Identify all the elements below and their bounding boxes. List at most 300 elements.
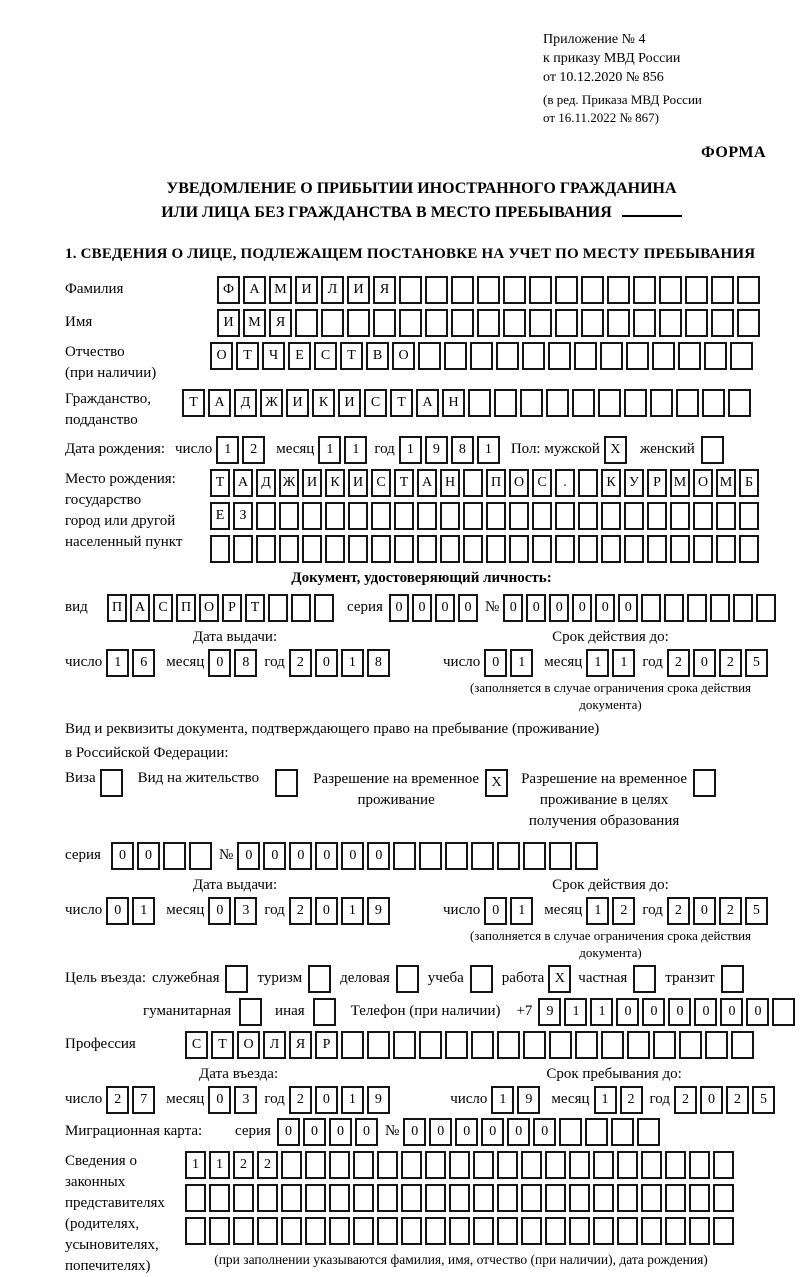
birth-place-cell[interactable]: А — [233, 469, 253, 497]
representatives-cell[interactable] — [401, 1184, 422, 1212]
representatives-cell[interactable] — [353, 1184, 374, 1212]
birth-place-cell[interactable] — [555, 502, 575, 530]
representatives-cell[interactable] — [281, 1217, 302, 1245]
date-cell[interactable]: 0 — [315, 649, 338, 677]
representatives-cell[interactable] — [665, 1184, 686, 1212]
birth-place-cell[interactable] — [302, 502, 322, 530]
birth-place-cell[interactable] — [256, 502, 276, 530]
representatives-cell[interactable]: 1 — [209, 1151, 230, 1179]
identity-series-cell[interactable]: 0 — [412, 594, 432, 622]
firstname-cell[interactable]: Я — [269, 309, 292, 337]
birth-place-cell[interactable] — [233, 535, 253, 563]
firstname-cell[interactable] — [529, 309, 552, 337]
profession-cell[interactable]: Л — [263, 1031, 286, 1059]
representatives-cell[interactable] — [569, 1184, 590, 1212]
residence-number-cell[interactable]: 0 — [237, 842, 260, 870]
female-checkbox[interactable] — [701, 436, 724, 464]
citizenship-cell[interactable] — [650, 389, 673, 417]
birth-year-cell[interactable]: 1 — [477, 436, 500, 464]
profession-cell[interactable]: Р — [315, 1031, 338, 1059]
surname-cell[interactable]: И — [347, 276, 370, 304]
surname-cell[interactable] — [581, 276, 604, 304]
birth-place-cell[interactable] — [440, 502, 460, 530]
phone-cell[interactable]: 0 — [616, 998, 639, 1026]
representatives-cell[interactable] — [329, 1151, 350, 1179]
date-cell[interactable]: 2 — [612, 897, 635, 925]
citizenship-cell[interactable] — [676, 389, 699, 417]
date-cell[interactable]: 0 — [315, 1086, 338, 1114]
birth-place-cell[interactable] — [371, 535, 391, 563]
representatives-cell[interactable] — [569, 1217, 590, 1245]
birth-place-cell[interactable] — [279, 502, 299, 530]
representatives-cell[interactable] — [449, 1217, 470, 1245]
birth-place-cell[interactable]: И — [348, 469, 368, 497]
firstname-cell[interactable] — [737, 309, 760, 337]
patronymic-cell[interactable] — [704, 342, 727, 370]
date-cell[interactable]: 2 — [106, 1086, 129, 1114]
surname-cell[interactable]: И — [295, 276, 318, 304]
birth-place-cell[interactable]: Е — [210, 502, 230, 530]
representatives-cell[interactable] — [281, 1151, 302, 1179]
birth-place-cell[interactable] — [509, 502, 529, 530]
date-cell[interactable]: 0 — [700, 1086, 723, 1114]
date-cell[interactable]: 0 — [208, 1086, 231, 1114]
migration-number-cell[interactable]: 0 — [507, 1118, 530, 1146]
residence-number-cell[interactable] — [575, 842, 598, 870]
date-cell[interactable]: 2 — [620, 1086, 643, 1114]
citizenship-cell[interactable]: К — [312, 389, 335, 417]
phone-cell[interactable]: 1 — [590, 998, 613, 1026]
representatives-cell[interactable] — [521, 1217, 542, 1245]
surname-cell[interactable]: М — [269, 276, 292, 304]
citizenship-cell[interactable]: Т — [182, 389, 205, 417]
identity-kind-cell[interactable]: П — [176, 594, 196, 622]
citizenship-cell[interactable]: Д — [234, 389, 257, 417]
identity-number-cell[interactable]: 0 — [526, 594, 546, 622]
residence-number-cell[interactable] — [523, 842, 546, 870]
representatives-cell[interactable] — [377, 1217, 398, 1245]
birth-place-cell[interactable]: О — [693, 469, 713, 497]
birth-place-cell[interactable] — [601, 502, 621, 530]
migration-number-cell[interactable]: 0 — [455, 1118, 478, 1146]
date-cell[interactable]: 7 — [132, 1086, 155, 1114]
migration-number-cell[interactable] — [637, 1118, 660, 1146]
representatives-cell[interactable] — [449, 1184, 470, 1212]
representatives-cell[interactable] — [545, 1184, 566, 1212]
birth-place-cell[interactable]: У — [624, 469, 644, 497]
date-cell[interactable]: 2 — [289, 649, 312, 677]
representatives-cell[interactable] — [617, 1151, 638, 1179]
identity-number-cell[interactable]: 0 — [618, 594, 638, 622]
profession-cell[interactable] — [731, 1031, 754, 1059]
representatives-cell[interactable] — [497, 1217, 518, 1245]
representatives-cell[interactable] — [425, 1184, 446, 1212]
birth-month-cell[interactable]: 1 — [344, 436, 367, 464]
citizenship-cell[interactable]: А — [416, 389, 439, 417]
birth-year-cell[interactable]: 1 — [399, 436, 422, 464]
date-cell[interactable]: 2 — [674, 1086, 697, 1114]
migration-series-cell[interactable]: 0 — [329, 1118, 352, 1146]
migration-number-cell[interactable]: 0 — [403, 1118, 426, 1146]
profession-cell[interactable] — [575, 1031, 598, 1059]
date-cell[interactable]: 5 — [745, 649, 768, 677]
birth-place-cell[interactable] — [463, 535, 483, 563]
birth-place-cell[interactable] — [601, 535, 621, 563]
representatives-cell[interactable] — [257, 1184, 278, 1212]
birth-place-cell[interactable] — [302, 535, 322, 563]
representatives-cell[interactable]: 2 — [233, 1151, 254, 1179]
birth-place-cell[interactable] — [670, 535, 690, 563]
birth-place-cell[interactable]: Ж — [279, 469, 299, 497]
birth-place-cell[interactable]: К — [325, 469, 345, 497]
date-cell[interactable]: 1 — [106, 649, 129, 677]
migration-number-cell[interactable] — [611, 1118, 634, 1146]
citizenship-cell[interactable]: А — [208, 389, 231, 417]
date-cell[interactable]: 5 — [745, 897, 768, 925]
purpose-other-checkbox[interactable] — [313, 998, 336, 1026]
birth-place-cell[interactable]: Т — [394, 469, 414, 497]
residence-series-cell[interactable]: 0 — [137, 842, 160, 870]
representatives-cell[interactable] — [329, 1217, 350, 1245]
purpose-business-checkbox[interactable] — [396, 965, 419, 993]
migration-number-cell[interactable] — [559, 1118, 582, 1146]
surname-cell[interactable] — [659, 276, 682, 304]
birth-place-cell[interactable]: С — [371, 469, 391, 497]
birth-place-cell[interactable] — [739, 535, 759, 563]
citizenship-cell[interactable]: С — [364, 389, 387, 417]
firstname-cell[interactable] — [659, 309, 682, 337]
profession-cell[interactable] — [679, 1031, 702, 1059]
date-cell[interactable]: 6 — [132, 649, 155, 677]
birth-place-cell[interactable] — [716, 502, 736, 530]
phone-cell[interactable]: 0 — [720, 998, 743, 1026]
date-cell[interactable]: 9 — [367, 897, 390, 925]
surname-cell[interactable] — [399, 276, 422, 304]
birth-place-cell[interactable] — [463, 469, 483, 497]
representatives-cell[interactable] — [353, 1151, 374, 1179]
firstname-cell[interactable]: М — [243, 309, 266, 337]
birth-place-cell[interactable]: . — [555, 469, 575, 497]
birth-place-cell[interactable] — [693, 502, 713, 530]
firstname-cell[interactable] — [347, 309, 370, 337]
identity-series-cell[interactable]: 0 — [435, 594, 455, 622]
purpose-humanitarian-checkbox[interactable] — [239, 998, 262, 1026]
identity-number-cell[interactable] — [641, 594, 661, 622]
patronymic-cell[interactable] — [600, 342, 623, 370]
surname-cell[interactable]: Ф — [217, 276, 240, 304]
date-cell[interactable]: 0 — [693, 649, 716, 677]
date-cell[interactable]: 2 — [726, 1086, 749, 1114]
firstname-cell[interactable] — [477, 309, 500, 337]
citizenship-cell[interactable] — [572, 389, 595, 417]
birth-year-cell[interactable]: 9 — [425, 436, 448, 464]
residence-series-cell[interactable]: 0 — [111, 842, 134, 870]
date-cell[interactable]: 5 — [752, 1086, 775, 1114]
phone-cell[interactable] — [772, 998, 795, 1026]
surname-cell[interactable] — [633, 276, 656, 304]
surname-cell[interactable]: А — [243, 276, 266, 304]
date-cell[interactable]: 1 — [586, 649, 609, 677]
birth-place-cell[interactable] — [486, 535, 506, 563]
representatives-cell[interactable] — [209, 1217, 230, 1245]
representatives-cell[interactable] — [377, 1151, 398, 1179]
representatives-cell[interactable]: 1 — [185, 1151, 206, 1179]
date-cell[interactable]: 8 — [234, 649, 257, 677]
representatives-cell[interactable] — [665, 1151, 686, 1179]
birth-year-cell[interactable]: 8 — [451, 436, 474, 464]
purpose-private-checkbox[interactable] — [633, 965, 656, 993]
birth-place-cell[interactable]: А — [417, 469, 437, 497]
representatives-cell[interactable] — [689, 1217, 710, 1245]
firstname-cell[interactable] — [607, 309, 630, 337]
birth-place-cell[interactable] — [394, 535, 414, 563]
residence-number-cell[interactable] — [497, 842, 520, 870]
birth-place-cell[interactable]: Б — [739, 469, 759, 497]
patronymic-cell[interactable] — [418, 342, 441, 370]
representatives-cell[interactable] — [473, 1151, 494, 1179]
date-cell[interactable]: 3 — [234, 1086, 257, 1114]
date-cell[interactable]: 1 — [341, 897, 364, 925]
representatives-cell[interactable] — [665, 1217, 686, 1245]
profession-cell[interactable] — [523, 1031, 546, 1059]
birth-place-cell[interactable] — [532, 535, 552, 563]
birth-place-cell[interactable] — [532, 502, 552, 530]
representatives-cell[interactable] — [569, 1151, 590, 1179]
birth-place-cell[interactable]: М — [716, 469, 736, 497]
identity-kind-cell[interactable]: П — [107, 594, 127, 622]
patronymic-cell[interactable] — [678, 342, 701, 370]
birth-place-cell[interactable] — [647, 502, 667, 530]
identity-kind-cell[interactable]: Р — [222, 594, 242, 622]
migration-series-cell[interactable]: 0 — [303, 1118, 326, 1146]
patronymic-cell[interactable] — [470, 342, 493, 370]
representatives-cell[interactable] — [713, 1217, 734, 1245]
citizenship-cell[interactable]: Н — [442, 389, 465, 417]
firstname-cell[interactable]: И — [217, 309, 240, 337]
representatives-cell[interactable] — [233, 1217, 254, 1245]
surname-cell[interactable] — [451, 276, 474, 304]
date-cell[interactable]: 0 — [208, 897, 231, 925]
representatives-cell[interactable] — [713, 1151, 734, 1179]
firstname-cell[interactable] — [633, 309, 656, 337]
birth-place-cell[interactable] — [555, 535, 575, 563]
date-cell[interactable]: 9 — [367, 1086, 390, 1114]
male-checkbox[interactable]: X — [604, 436, 627, 464]
profession-cell[interactable] — [549, 1031, 572, 1059]
representatives-cell[interactable] — [305, 1217, 326, 1245]
phone-cell[interactable]: 9 — [538, 998, 561, 1026]
citizenship-cell[interactable]: Ж — [260, 389, 283, 417]
temp-permit-checkbox[interactable]: X — [485, 769, 508, 797]
date-cell[interactable]: 0 — [208, 649, 231, 677]
birth-place-cell[interactable]: И — [302, 469, 322, 497]
surname-cell[interactable] — [529, 276, 552, 304]
representatives-cell[interactable] — [281, 1184, 302, 1212]
representatives-cell[interactable] — [641, 1184, 662, 1212]
surname-cell[interactable]: Я — [373, 276, 396, 304]
purpose-tourism-checkbox[interactable] — [308, 965, 331, 993]
firstname-cell[interactable] — [711, 309, 734, 337]
date-cell[interactable]: 1 — [510, 649, 533, 677]
profession-cell[interactable]: Я — [289, 1031, 312, 1059]
representatives-cell[interactable] — [617, 1217, 638, 1245]
birth-place-cell[interactable] — [325, 502, 345, 530]
patronymic-cell[interactable]: О — [210, 342, 233, 370]
date-cell[interactable]: 1 — [586, 897, 609, 925]
birth-place-cell[interactable] — [624, 535, 644, 563]
citizenship-cell[interactable] — [728, 389, 751, 417]
firstname-cell[interactable] — [295, 309, 318, 337]
profession-cell[interactable] — [445, 1031, 468, 1059]
visa-checkbox[interactable] — [100, 769, 123, 797]
migration-series-cell[interactable]: 0 — [355, 1118, 378, 1146]
birth-place-cell[interactable] — [647, 535, 667, 563]
migration-number-cell[interactable]: 0 — [429, 1118, 452, 1146]
identity-kind-cell[interactable]: Т — [245, 594, 265, 622]
date-cell[interactable]: 2 — [719, 649, 742, 677]
representatives-cell[interactable] — [209, 1184, 230, 1212]
profession-cell[interactable] — [601, 1031, 624, 1059]
representatives-cell[interactable] — [377, 1184, 398, 1212]
birth-place-cell[interactable]: З — [233, 502, 253, 530]
representatives-cell[interactable] — [257, 1217, 278, 1245]
birth-place-cell[interactable]: Т — [210, 469, 230, 497]
representatives-cell[interactable] — [689, 1184, 710, 1212]
phone-cell[interactable]: 0 — [694, 998, 717, 1026]
residence-number-cell[interactable] — [393, 842, 416, 870]
residence-number-cell[interactable] — [445, 842, 468, 870]
surname-cell[interactable] — [425, 276, 448, 304]
date-cell[interactable]: 2 — [289, 897, 312, 925]
birth-place-cell[interactable] — [348, 535, 368, 563]
residence-number-cell[interactable] — [471, 842, 494, 870]
date-cell[interactable]: 1 — [612, 649, 635, 677]
profession-cell[interactable]: С — [185, 1031, 208, 1059]
birth-place-cell[interactable]: О — [509, 469, 529, 497]
firstname-cell[interactable] — [555, 309, 578, 337]
date-cell[interactable]: 2 — [667, 649, 690, 677]
birth-place-cell[interactable]: П — [486, 469, 506, 497]
firstname-cell[interactable] — [373, 309, 396, 337]
birth-place-cell[interactable] — [463, 502, 483, 530]
date-cell[interactable]: 0 — [484, 649, 507, 677]
migration-number-cell[interactable]: 0 — [481, 1118, 504, 1146]
profession-cell[interactable] — [471, 1031, 494, 1059]
identity-number-cell[interactable]: 0 — [595, 594, 615, 622]
residence-number-cell[interactable] — [549, 842, 572, 870]
migration-series-cell[interactable]: 0 — [277, 1118, 300, 1146]
surname-cell[interactable] — [711, 276, 734, 304]
birth-place-cell[interactable]: Д — [256, 469, 276, 497]
purpose-official-checkbox[interactable] — [225, 965, 248, 993]
birth-place-cell[interactable] — [348, 502, 368, 530]
patronymic-cell[interactable] — [574, 342, 597, 370]
birth-place-cell[interactable] — [486, 502, 506, 530]
birth-place-cell[interactable] — [325, 535, 345, 563]
date-cell[interactable]: 0 — [315, 897, 338, 925]
patronymic-cell[interactable]: Т — [236, 342, 259, 370]
citizenship-cell[interactable]: Т — [390, 389, 413, 417]
patronymic-cell[interactable] — [444, 342, 467, 370]
representatives-cell[interactable] — [545, 1217, 566, 1245]
identity-kind-cell[interactable] — [268, 594, 288, 622]
date-cell[interactable]: 1 — [491, 1086, 514, 1114]
birth-place-cell[interactable]: Н — [440, 469, 460, 497]
identity-series-cell[interactable]: 0 — [458, 594, 478, 622]
residence-number-cell[interactable]: 0 — [367, 842, 390, 870]
identity-number-cell[interactable] — [664, 594, 684, 622]
representatives-cell[interactable] — [473, 1217, 494, 1245]
identity-kind-cell[interactable] — [291, 594, 311, 622]
date-cell[interactable]: 3 — [234, 897, 257, 925]
firstname-cell[interactable] — [503, 309, 526, 337]
birth-place-cell[interactable] — [624, 502, 644, 530]
patronymic-cell[interactable]: Е — [288, 342, 311, 370]
birth-place-cell[interactable] — [371, 502, 391, 530]
residence-series-cell[interactable] — [189, 842, 212, 870]
birth-place-cell[interactable] — [739, 502, 759, 530]
profession-cell[interactable] — [627, 1031, 650, 1059]
temp-permit-edu-checkbox[interactable] — [693, 769, 716, 797]
birth-place-cell[interactable]: Р — [647, 469, 667, 497]
birth-place-cell[interactable] — [578, 535, 598, 563]
representatives-cell[interactable] — [641, 1151, 662, 1179]
firstname-cell[interactable] — [581, 309, 604, 337]
date-cell[interactable]: 8 — [367, 649, 390, 677]
patronymic-cell[interactable]: В — [366, 342, 389, 370]
surname-cell[interactable] — [737, 276, 760, 304]
date-cell[interactable]: 1 — [341, 1086, 364, 1114]
birth-place-cell[interactable] — [716, 535, 736, 563]
representatives-cell[interactable] — [401, 1151, 422, 1179]
date-cell[interactable]: 2 — [667, 897, 690, 925]
profession-cell[interactable] — [419, 1031, 442, 1059]
profession-cell[interactable] — [653, 1031, 676, 1059]
profession-cell[interactable] — [705, 1031, 728, 1059]
profession-cell[interactable] — [341, 1031, 364, 1059]
representatives-cell[interactable] — [617, 1184, 638, 1212]
representatives-cell[interactable] — [401, 1217, 422, 1245]
birth-place-cell[interactable]: К — [601, 469, 621, 497]
representatives-cell[interactable] — [497, 1151, 518, 1179]
identity-kind-cell[interactable]: А — [130, 594, 150, 622]
patronymic-cell[interactable] — [652, 342, 675, 370]
representatives-cell[interactable] — [593, 1151, 614, 1179]
representatives-cell[interactable] — [689, 1151, 710, 1179]
date-cell[interactable]: 1 — [132, 897, 155, 925]
residence-number-cell[interactable]: 0 — [315, 842, 338, 870]
identity-number-cell[interactable] — [733, 594, 753, 622]
residence-number-cell[interactable] — [419, 842, 442, 870]
citizenship-cell[interactable] — [624, 389, 647, 417]
representatives-cell[interactable] — [425, 1151, 446, 1179]
date-cell[interactable]: 2 — [719, 897, 742, 925]
citizenship-cell[interactable] — [702, 389, 725, 417]
birth-place-cell[interactable] — [417, 535, 437, 563]
surname-cell[interactable] — [685, 276, 708, 304]
date-cell[interactable]: 2 — [289, 1086, 312, 1114]
migration-number-cell[interactable] — [585, 1118, 608, 1146]
firstname-cell[interactable] — [399, 309, 422, 337]
phone-cell[interactable]: 0 — [642, 998, 665, 1026]
profession-cell[interactable] — [497, 1031, 520, 1059]
birth-place-cell[interactable] — [578, 469, 598, 497]
birth-month-cell[interactable]: 1 — [318, 436, 341, 464]
representatives-cell[interactable] — [425, 1217, 446, 1245]
birth-place-cell[interactable] — [670, 502, 690, 530]
representatives-cell[interactable] — [305, 1184, 326, 1212]
representatives-cell[interactable] — [449, 1151, 470, 1179]
